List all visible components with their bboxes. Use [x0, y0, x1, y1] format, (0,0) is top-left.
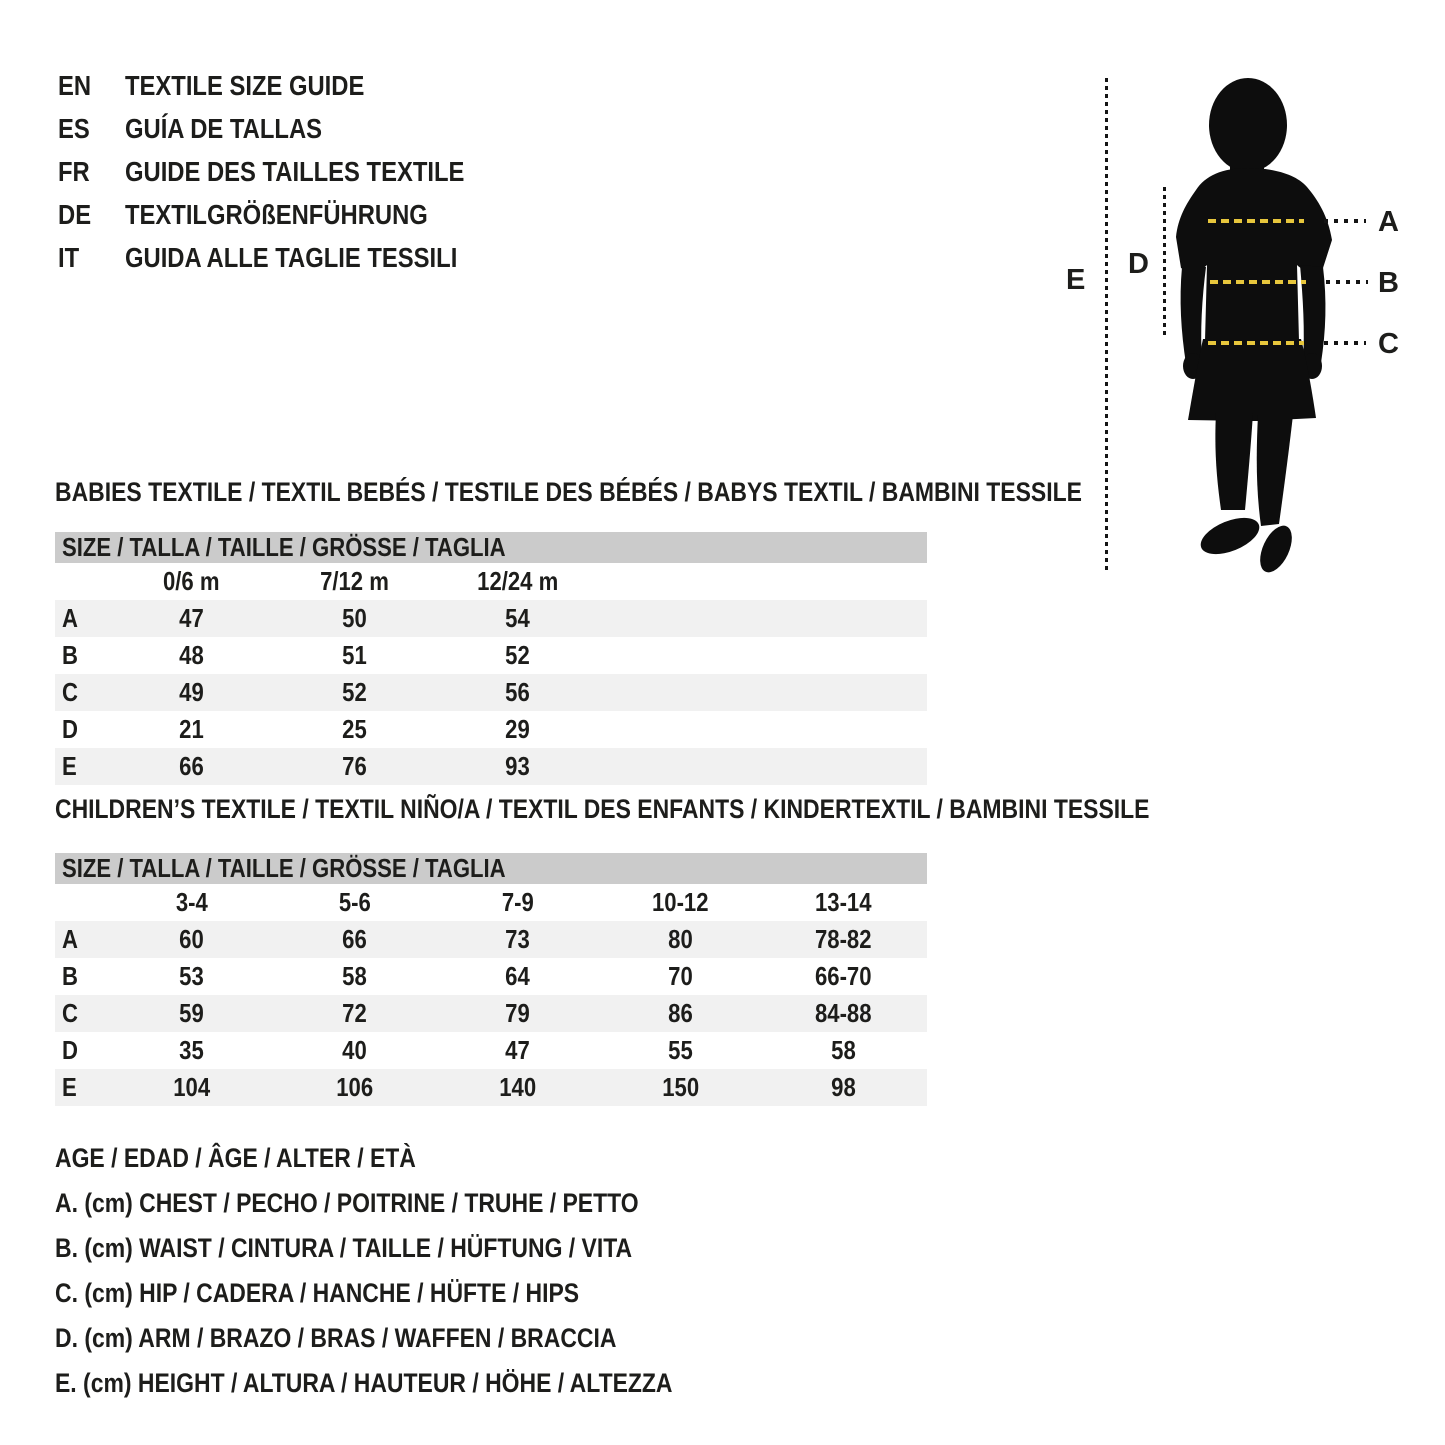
legend-arm: D. (cm) ARM / BRAZO / BRAS / WAFFEN / BRACCIA — [55, 1323, 617, 1353]
table-cell: 21 — [179, 714, 204, 744]
table-cell: 40 — [342, 1035, 367, 1065]
measure-label-A: A — [1378, 206, 1399, 238]
table-cell: 47 — [179, 603, 204, 633]
column-header: 7/12 m — [320, 566, 389, 596]
legend-chest: A. (cm) CHEST / PECHO / POITRINE / TRUHE / PETTO — [55, 1188, 639, 1218]
table-cell: 98 — [831, 1072, 856, 1102]
table-cell-empty — [55, 884, 110, 921]
row-label: C — [62, 998, 78, 1028]
children-row-D — [55, 1032, 927, 1069]
black-dot-segment — [1326, 280, 1368, 284]
lang-title: GUIDA ALLE TAGLIE TESSILI — [125, 242, 458, 273]
table-cell: 73 — [505, 924, 530, 954]
table-cell: 86 — [668, 998, 693, 1028]
lang-title: GUÍA DE TALLAS — [125, 113, 323, 144]
table-cell: 54 — [505, 603, 530, 633]
row-label: A — [62, 603, 78, 633]
babies-row-D — [55, 711, 927, 748]
table-cell: 72 — [342, 998, 367, 1028]
table-cell: 52 — [342, 677, 367, 707]
table-cell: 58 — [342, 961, 367, 991]
lang-row-de — [58, 193, 524, 236]
measure-label-E: E — [1066, 264, 1086, 296]
children-table-header-bar — [55, 853, 927, 884]
table-cell: 150 — [662, 1072, 699, 1102]
lang-code: DE — [58, 199, 92, 230]
language-title-list — [58, 64, 524, 279]
table-cell: 106 — [336, 1072, 373, 1102]
children-row-A — [55, 921, 927, 958]
table-cell: 59 — [179, 998, 204, 1028]
table-cell: 50 — [342, 603, 367, 633]
table-cell: 76 — [342, 751, 367, 781]
column-header: 5-6 — [338, 887, 371, 917]
row-label: E — [62, 1072, 77, 1102]
table-cell: 55 — [668, 1035, 693, 1065]
table-cell: 48 — [179, 640, 204, 670]
children-row-C — [55, 995, 927, 1032]
lang-title: TEXTILE SIZE GUIDE — [125, 70, 365, 101]
lang-title: TEXTILGRÖßENFÜHRUNG — [125, 199, 428, 230]
children-section-heading: CHILDREN’S TEXTILE / TEXTIL NIÑO/A / TEXTIL DES ENFANTS / KINDERTEXTIL / BAMBINI TESSILE — [55, 794, 1150, 824]
lang-row-es — [58, 107, 524, 150]
table-cell: 66 — [342, 924, 367, 954]
row-label: A — [62, 924, 78, 954]
table-cell: 49 — [179, 677, 204, 707]
table-cell: 78-82 — [815, 924, 872, 954]
yellow-dash-segment — [1210, 280, 1306, 284]
legend-waist: B. (cm) WAIST / CINTURA / TAILLE / HÜFTUNG / VITA — [55, 1233, 633, 1263]
children-size-columns-row — [55, 884, 927, 921]
table-cell: 66-70 — [815, 961, 872, 991]
table-cell: 25 — [342, 714, 367, 744]
lang-row-fr — [58, 150, 524, 193]
measure-label-D: D — [1128, 248, 1149, 280]
arm-measure-line-D — [1163, 187, 1166, 338]
table-cell: 140 — [499, 1072, 536, 1102]
table-cell: 52 — [505, 640, 530, 670]
measurement-legend — [55, 1136, 781, 1406]
column-header: 10-12 — [652, 887, 709, 917]
table-cell: 70 — [668, 961, 693, 991]
babies-row-B — [55, 637, 927, 674]
row-label: B — [62, 961, 78, 991]
table-cell: 64 — [505, 961, 530, 991]
table-cell: 29 — [505, 714, 530, 744]
table-cell: 66 — [179, 751, 204, 781]
table-cell: 80 — [668, 924, 693, 954]
row-label: D — [62, 714, 78, 744]
babies-row-C — [55, 674, 927, 711]
babies-row-E — [55, 748, 927, 785]
table-cell: 104 — [173, 1072, 210, 1102]
row-label: C — [62, 677, 78, 707]
babies-table-header-bar — [55, 532, 927, 563]
row-label: D — [62, 1035, 78, 1065]
legend-height: E. (cm) HEIGHT / ALTURA / HAUTEUR / HÖHE / ALTEZZA — [55, 1368, 673, 1398]
lang-row-it — [58, 236, 524, 279]
table-header-label: SIZE / TALLA / TAILLE / GRÖSSE / TAGLIA — [62, 532, 506, 562]
lang-title: GUIDE DES TAILLES TEXTILE — [125, 156, 465, 187]
row-label: E — [62, 751, 77, 781]
hip-measure-line-C — [1208, 341, 1366, 345]
table-cell: 35 — [179, 1035, 204, 1065]
children-size-table — [55, 853, 927, 1106]
yellow-dash-segment — [1208, 219, 1304, 223]
measure-label-C: C — [1378, 328, 1399, 360]
table-cell: 93 — [505, 751, 530, 781]
lang-row-en — [58, 64, 524, 107]
children-row-B — [55, 958, 927, 995]
column-header: 13-14 — [815, 887, 872, 917]
table-cell: 51 — [342, 640, 367, 670]
column-header: 12/24 m — [476, 566, 559, 596]
yellow-dash-segment — [1208, 341, 1304, 345]
lang-code: ES — [58, 113, 90, 144]
table-cell: 60 — [179, 924, 204, 954]
babies-size-columns-row — [55, 563, 927, 600]
column-header: 0/6 m — [163, 566, 220, 596]
table-cell: 47 — [505, 1035, 530, 1065]
black-dot-segment — [1324, 219, 1366, 223]
babies-size-table — [55, 532, 927, 785]
babies-row-A — [55, 600, 927, 637]
babies-section-heading: BABIES TEXTILE / TEXTIL BEBÉS / TESTILE DES BÉBÉS / BABYS TEXTIL / BAMBINI TESSILE — [55, 477, 1082, 507]
lang-code: EN — [58, 70, 92, 101]
table-cell: 53 — [179, 961, 204, 991]
table-header-label: SIZE / TALLA / TAILLE / GRÖSSE / TAGLIA — [62, 853, 506, 883]
legend-age: AGE / EDAD / ÂGE / ALTER / ETÀ — [55, 1143, 416, 1173]
chest-measure-line-A — [1208, 219, 1366, 223]
table-cell: 56 — [505, 677, 530, 707]
table-cell: 84-88 — [815, 998, 872, 1028]
waist-measure-line-B — [1210, 280, 1368, 284]
column-header: 3-4 — [175, 887, 208, 917]
table-cell: 58 — [831, 1035, 856, 1065]
children-row-E — [55, 1069, 927, 1106]
table-cell: 79 — [505, 998, 530, 1028]
legend-hip: C. (cm) HIP / CADERA / HANCHE / HÜFTE / HIPS — [55, 1278, 580, 1308]
lang-code: IT — [58, 242, 80, 273]
column-header: 7-9 — [501, 887, 534, 917]
black-dot-segment — [1324, 341, 1366, 345]
row-label: B — [62, 640, 78, 670]
measure-label-B: B — [1378, 267, 1399, 299]
table-cell-empty — [55, 563, 110, 600]
lang-code: FR — [58, 156, 90, 187]
